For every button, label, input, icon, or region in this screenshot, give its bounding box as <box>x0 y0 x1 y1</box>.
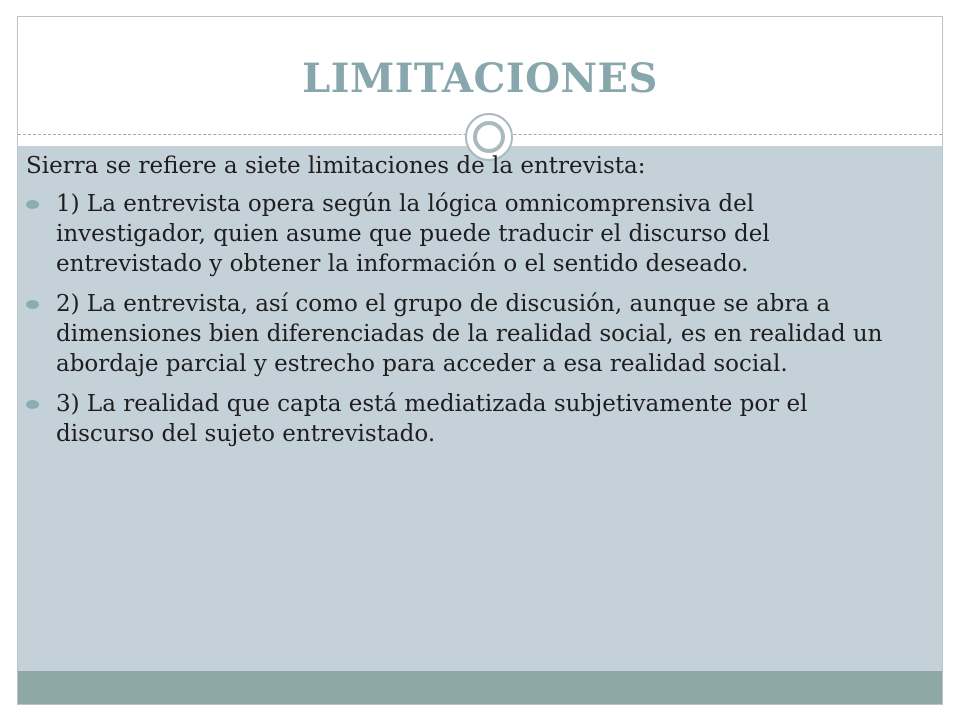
oval-bullet-icon <box>26 200 39 209</box>
inner-circle <box>473 121 505 153</box>
bullet-list <box>26 189 906 449</box>
bullet-text: 3) La realidad que capta está mediatizada subjetivamente por el discurso del sujeto entrevistado. <box>56 391 808 447</box>
bullet-item <box>26 189 906 279</box>
footer-band <box>18 671 942 705</box>
intro-text: Sierra se refiere a siete limitaciones de la entrevista: <box>26 153 646 179</box>
bullet-item <box>26 389 906 449</box>
bullet-item <box>26 289 906 379</box>
bullet-text: 1) La entrevista opera según la lógica omnicomprensiva del investigador, quien asume que puede traducir el discurso del entrevistado y obtener la información o el sentido deseado. <box>56 191 770 277</box>
slide-title: LIMITACIONES <box>302 55 658 102</box>
bullet-text: 2) La entrevista, así como el grupo de discusión, aunque se abra a dimensiones bien diferenciadas de la realidad social, es en realidad un abordaje parcial y estrecho para acceder a esa realidad social. <box>56 291 883 377</box>
oval-bullet-icon <box>26 300 39 309</box>
slide-body <box>26 151 906 459</box>
oval-bullet-icon <box>26 400 39 409</box>
